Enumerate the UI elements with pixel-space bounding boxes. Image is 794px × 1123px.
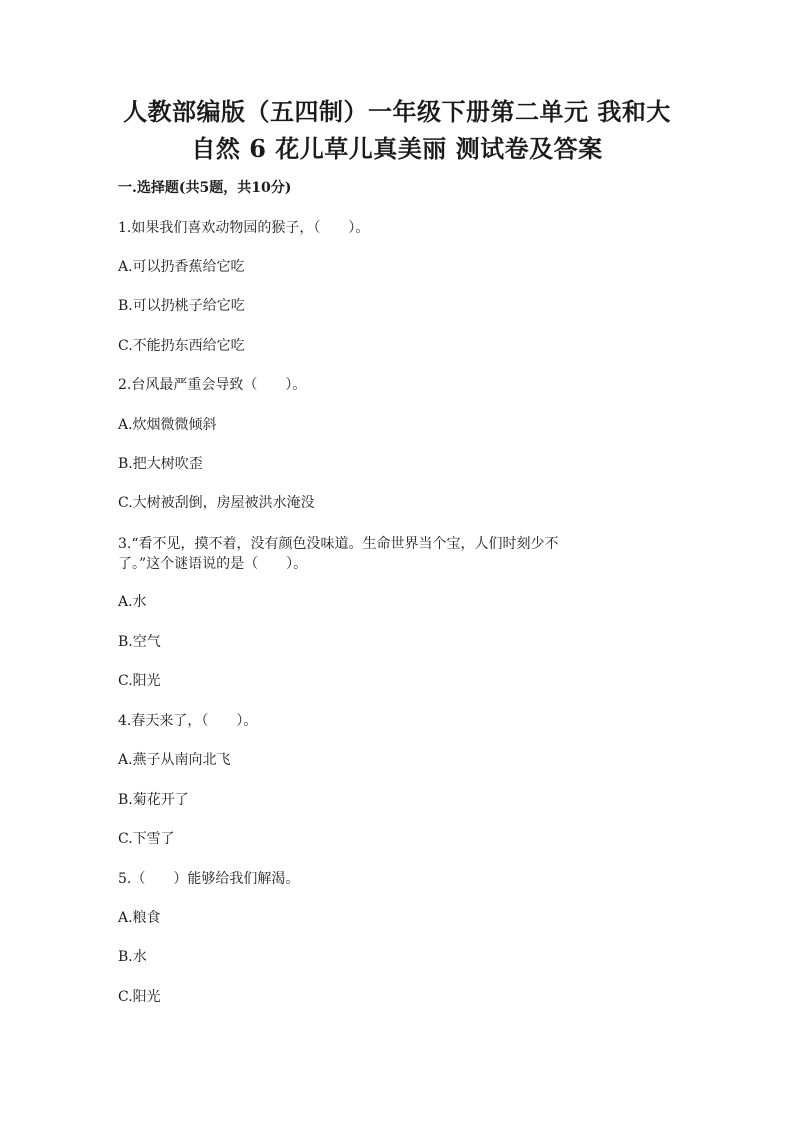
question-2-option-b: B.把大树吹歪 (118, 456, 203, 472)
question-5-option-a: A.粮食 (118, 910, 161, 926)
title-line-2: 自然 6 花儿草儿真美丽 测试卷及答案 (191, 134, 603, 163)
question-4-stem: 4.春天来了，（ ）。 (118, 713, 258, 729)
question-4-option-b: B.菊花开了 (118, 792, 189, 808)
section-heading: 一.选择题(共5题，共10分) (118, 180, 292, 196)
question-2-stem: 2.台风最严重会导致（ ）。 (118, 377, 307, 393)
question-5-stem: 5.（ ）能够给我们解渴。 (118, 871, 300, 887)
question-1-stem: 1.如果我们喜欢动物园的猴子，（ ）。 (118, 220, 370, 236)
question-3-option-b: B.空气 (118, 634, 161, 650)
question-3-stem (118, 534, 678, 574)
question-3-option-a: A.水 (118, 594, 147, 610)
document-title (80, 96, 714, 165)
question-2-option-c: C.大树被刮倒，房屋被洪水淹没 (118, 495, 315, 511)
question-3-stem-line-2: 了。”这个谜语说的是（ ）。 (118, 556, 308, 572)
question-3-stem-line-1: 3.“看不见，摸不着，没有颜色没味道。生命世界当个宝，人们时刻少不 (118, 536, 559, 552)
question-2-option-a: A.炊烟微微倾斜 (118, 417, 217, 433)
question-1-option-a: A.可以扔香蕉给它吃 (118, 259, 245, 275)
question-4-option-a: A.燕子从南向北飞 (118, 752, 231, 768)
question-4-option-c: C.下雪了 (118, 831, 175, 847)
question-5-option-b: B.水 (118, 949, 147, 965)
question-3-option-c: C.阳光 (118, 673, 161, 689)
question-1-option-b: B.可以扔桃子给它吃 (118, 298, 245, 314)
question-1-option-c: C.不能扔东西给它吃 (118, 338, 245, 354)
question-5-option-c: C.阳光 (118, 989, 161, 1005)
title-line-1: 人教部编版（五四制）一年级下册第二单元 我和大 (123, 97, 671, 126)
